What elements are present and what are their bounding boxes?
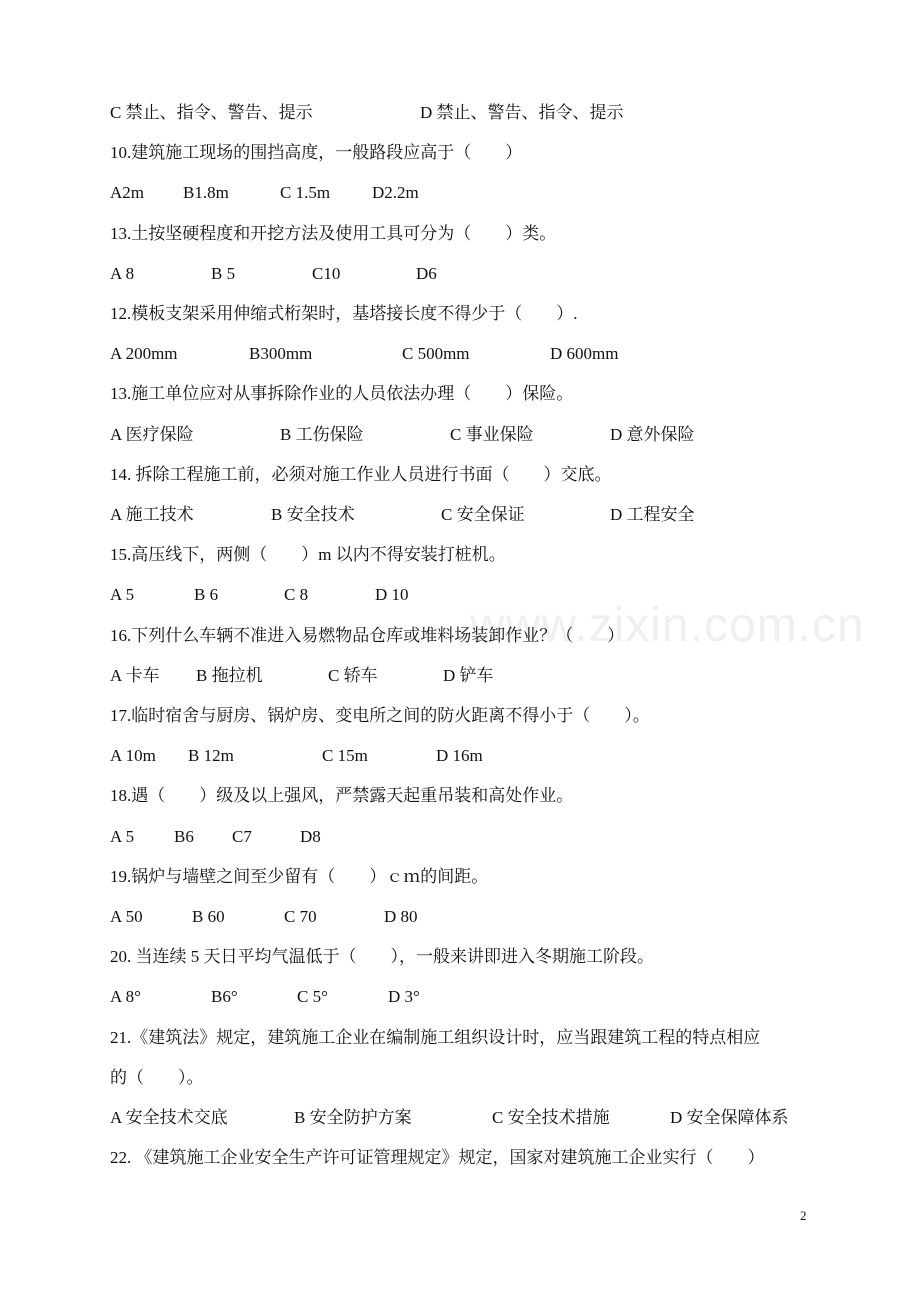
question-line: 的（ ）。 — [110, 1067, 204, 1087]
answer-option: D8 — [300, 826, 321, 846]
answer-option: C 事业保险 — [450, 424, 534, 444]
answer-option: B 拖拉机 — [196, 665, 263, 685]
question-line: 20. 当连续 5 天日平均气温低于（ ），一般来讲即进入冬期施工阶段。 — [110, 947, 654, 967]
question-line: 14. 拆除工程施工前，必须对施工作业人员进行书面（ ）交底。 — [110, 464, 612, 484]
answer-option: A 安全技术交底 — [110, 1108, 228, 1127]
question-line: 19.锅炉与墙壁之间至少留有（ ）ｃｍ的间距。 — [110, 866, 489, 886]
answer-option: C 1.5m — [280, 183, 331, 203]
answer-option: A 8 — [110, 263, 135, 283]
answer-option: A2m — [110, 183, 144, 203]
answer-option: A 施工技术 — [110, 505, 194, 524]
answer-option: D 3° — [388, 987, 420, 1007]
answer-option: B 12m — [188, 746, 234, 766]
answer-option: D 禁止、警告、指令、提示 — [420, 103, 624, 122]
answer-option: C 15m — [322, 746, 368, 766]
answer-option: C10 — [312, 263, 341, 283]
answer-option: A 200mm — [110, 344, 178, 364]
answer-option: B6 — [174, 826, 194, 846]
question-line: 17.临时宿舍与厨房、锅炉房、变电所之间的防火距离不得小于（ ）。 — [110, 706, 650, 725]
answer-option: D 铲车 — [443, 665, 494, 685]
answer-option: A 8° — [110, 987, 141, 1007]
answer-option: A 医疗保险 — [110, 424, 194, 444]
question-line: 22. 《建筑施工企业安全生产许可证管理规定》规定，国家对建筑施工企业实行（ ） — [110, 1148, 765, 1168]
answer-option: B 6 — [194, 585, 219, 605]
answer-option: D 安全保障体系 — [670, 1108, 789, 1127]
answer-option: B 60 — [192, 907, 225, 926]
answer-option: C 轿车 — [328, 665, 378, 685]
answer-option: A 卡车 — [110, 665, 160, 685]
answer-option: C 8 — [284, 585, 309, 605]
watermark: www.zixin.com.cn — [470, 599, 865, 652]
answer-option: B 安全技术 — [271, 505, 355, 524]
answer-option: C 安全技术措施 — [492, 1108, 610, 1127]
answer-option: D 意外保险 — [610, 424, 695, 444]
question-line: 15.高压线下，两侧（ ）m 以内不得安装打桩机。 — [110, 545, 506, 565]
question-line: 18.遇（ ）级及以上强风，严禁露天起重吊装和高处作业。 — [110, 786, 574, 806]
answer-option: B 5 — [211, 263, 236, 283]
answer-option: A 50 — [110, 907, 143, 926]
answer-option: A 10m — [110, 746, 156, 766]
answer-option: D2.2m — [372, 183, 419, 203]
page-number: 2 — [800, 1208, 807, 1223]
answer-option: D 16m — [436, 746, 483, 766]
question-line: 13.土按坚硬程度和开挖方法及使用工具可分为（ ）类。 — [110, 223, 557, 243]
answer-option: C 70 — [284, 907, 317, 926]
question-line: 12.模板支架采用伸缩式桁架时，基塔接长度不得少于（ ）. — [110, 304, 578, 323]
answer-option: D 80 — [384, 907, 418, 926]
question-line: 16.下列什么车辆不准进入易燃物品仓库或堆料场装卸作业？（ ） — [110, 625, 625, 645]
answer-option: D 600mm — [550, 344, 619, 364]
answer-option: D6 — [416, 263, 437, 283]
answer-option: B300mm — [249, 344, 313, 364]
answer-option: B 安全防护方案 — [294, 1108, 412, 1127]
answer-option: C 安全保证 — [441, 505, 525, 524]
answer-option: C 500mm — [402, 344, 470, 364]
question-line: 13.施工单位应对从事拆除作业的人员依法办理（ ）保险。 — [110, 384, 574, 404]
answer-option: C 5° — [297, 987, 328, 1007]
answer-option: A 5 — [110, 826, 135, 846]
answer-option: D 10 — [375, 585, 409, 605]
answer-option: C7 — [232, 826, 252, 846]
question-line: 10.建筑施工现场的围挡高度，一般路段应高于（ ） — [110, 143, 523, 163]
answer-option: B1.8m — [183, 183, 229, 203]
answer-option: B6° — [211, 987, 238, 1007]
answer-option: C 禁止、指令、警告、提示 — [110, 103, 313, 122]
answer-option: B 工伤保险 — [280, 424, 364, 444]
question-line: 21.《建筑法》规定，建筑施工企业在编制施工组织设计时，应当跟建筑工程的特点相应 — [110, 1027, 761, 1047]
answer-option: D 工程安全 — [610, 505, 695, 524]
answer-option: A 5 — [110, 585, 135, 605]
